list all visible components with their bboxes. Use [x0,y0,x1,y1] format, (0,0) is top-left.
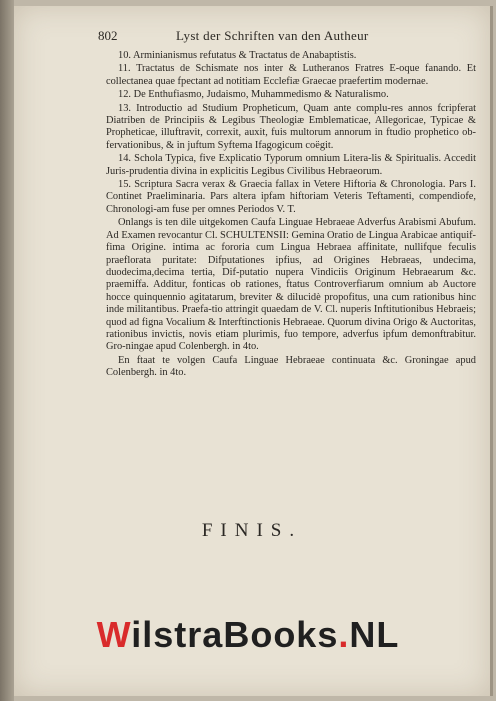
book-page [14,6,493,696]
book-spine-edge [0,0,14,701]
list-item: 15. Scriptura Sacra verax & Graecia fallax in Vetere Hiftoria & Chronologia. Pars I. Continet Praeliminaria. Pars altera ipfam hiftoriam Veteris Teftamenti, compendiofe, Chronologi-am fuse per omnes Periodos V. T. [106,179,476,215]
announcement-paragraph: Onlangs is ten dile uitgekomen Caufa Linguae Hebraeae Adverfus Arabismi Abufum. Ad Examen revocantur Cl. SCHULTENSII: Gemina Oratio de Lingua Arabicae antiquif-fima Origine. intima ac fororia cum Lingua Hebraea affinitate, nullifque feculis praeflorata puritate: Difputationes ipfius, ad Origines Hebraeas, undecima, duodecima,decima tertia, Dif-putatio nupera Vindiciis Originum Hebraearum &c. praemiffa. Additur, fonticas ob rationes, ftatus Controverfiarum omnium ab Auctore hocce quinquennio agitatarum, breviter & dilucidè propofitus, una cum rationibus hinc inde militantibus. Praefa-tio attringit quaedam de V. Cl. nuperis Inftitutionibus Hebraeis; quod ad figna Vocalium & Interftinctionis Hebraeae. Quorum divina Origo & Auctoritas, rationibus invictis, novis etiam plurimis, fuo tempore, adverfus ipfum demonftrabitur. Gro-ningae apud Colenbergh. in 4to. [106,217,476,353]
list-item: 14. Schola Typica, five Explicatio Typorum omnium Litera-lis & Spiritualis. Accedit Juris-prudentia divina in explicitis Legibus Civilibus Hebraeorum. [106,153,476,177]
running-title: Lyst der Schriften van den Autheur [176,28,369,43]
list-item: 12. De Enthufiasmo, Judaismo, Muhammedismo & Naturalismo. [118,89,389,101]
list-item: 11. Tractatus de Schismate nos inter & Lutheranos Fratres E-oque fanando. Et collectanea quae fpectant ad notitiam Ecclefiæ Graecae praefertim modernae. [106,63,476,87]
announcement-paragraph: En ftaat te volgen Caufa Linguae Hebraeae continuata &c. Groningae apud Colenbergh. in 4to. [106,354,476,379]
list-item: 13. Introductio ad Studium Propheticum, Quam ante complu-res annos fcripferat Diatriben de Principiis & Legibus Theologiæ Emblematicae, Allegoricae, Typicae & Propheticae, illuftravit, correxit, auxit, fuis multorum annorum in ftudio prophetico ob-fervationibus, & in juftum Syftema Ifagogicum coëgit. [106,102,476,151]
list-item: 10. Arminianismus refutatus & Tractatus de Anabaptistis. [118,50,357,61]
finis-heading: FINIS. [201,520,303,541]
page-number: 802 [98,28,118,43]
page-body-text [106,50,476,381]
watermark-logo: WilstraBooks.NL [96,614,400,655]
